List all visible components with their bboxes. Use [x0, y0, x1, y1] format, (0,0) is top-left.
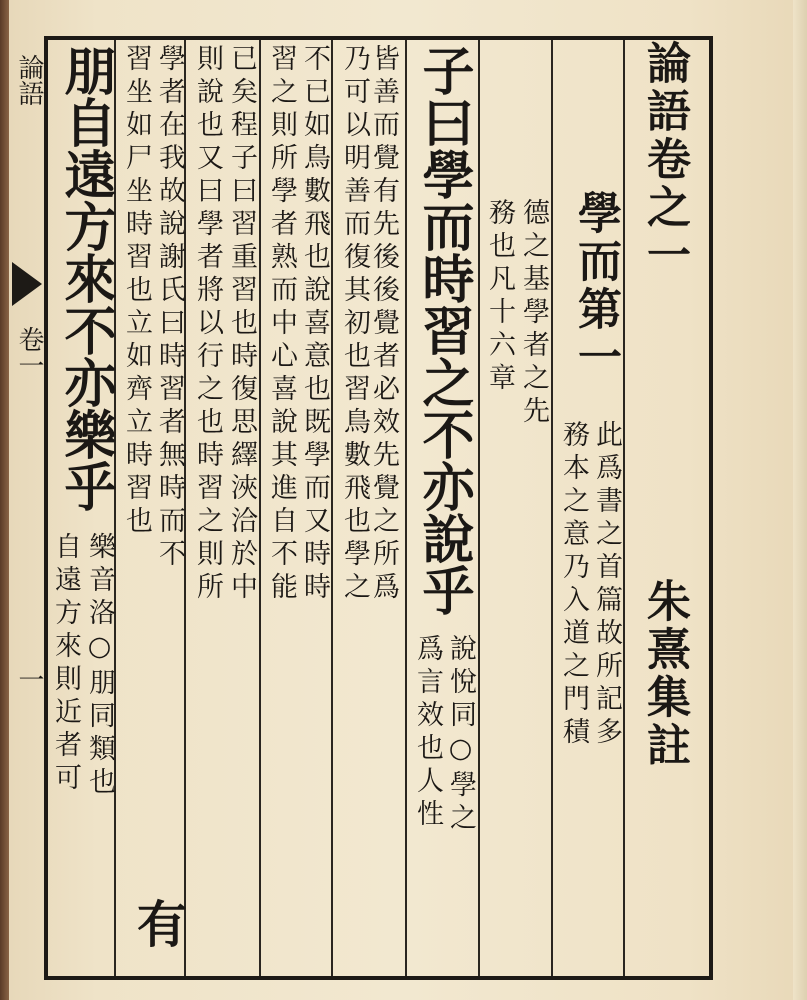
- commentary-column: 乃可以明善而復其初也習鳥數飛也學之: [339, 44, 370, 605]
- column-rule: [623, 40, 625, 976]
- column-rule: [405, 40, 407, 976]
- commentary-column: 樂音洛○朋同類也: [84, 532, 115, 800]
- book-binding: [0, 0, 9, 1000]
- commentary-column: 不已如鳥數飛也說喜意也既學而又時時: [299, 44, 330, 605]
- chapter-note: 此爲書之首篇故所記多: [591, 420, 622, 750]
- commentary-column: 已矣程子曰習重習也時復思繹浹洽於中: [226, 44, 257, 605]
- page-edge: [793, 0, 807, 1000]
- classic-text-line: 朋自遠方來不亦樂乎: [55, 44, 116, 512]
- chapter-note: 務本之意乃入道之門積: [558, 420, 589, 750]
- column-rule: [478, 40, 480, 976]
- fishtail-mark: [12, 262, 42, 306]
- annotator-credit: 朱熹集註: [639, 578, 690, 770]
- commentary-column: 習坐如尸坐時習也立如齊立時習也: [121, 44, 152, 539]
- commentary-column: 說悅同○學之: [445, 634, 476, 836]
- commentary-column: 爲言效也人性: [412, 634, 443, 832]
- chapter-note: 務也凡十六章: [484, 198, 515, 396]
- commentary-column: 習之則所學者熟而中心喜說其進自不能: [266, 44, 297, 605]
- margin-book-title: 論語: [14, 54, 44, 106]
- classic-text-line: 子曰學而時習之不亦說乎: [413, 44, 474, 616]
- classic-text-char: 有: [129, 898, 188, 948]
- chapter-heading: 學而第一: [570, 190, 621, 382]
- book-title: 論語卷之一: [639, 40, 690, 280]
- chapter-note: 德之基學者之先: [518, 198, 549, 429]
- column-rule: [259, 40, 261, 976]
- column-rule: [331, 40, 333, 976]
- commentary-column: 自遠方來則近者可: [50, 532, 81, 796]
- commentary-column: 學者在我故說謝氏曰時習者無時而不: [154, 44, 185, 572]
- commentary-column: 則說也又曰學者將以行之也時習之則所: [192, 44, 223, 605]
- column-rule: [551, 40, 553, 976]
- fore-edge-margin: [9, 36, 42, 980]
- commentary-column: 皆善而覺有先後後覺者必效先覺之所爲: [368, 44, 399, 605]
- margin-volume-label: 卷一: [14, 326, 44, 378]
- margin-page-number: 一: [14, 666, 44, 692]
